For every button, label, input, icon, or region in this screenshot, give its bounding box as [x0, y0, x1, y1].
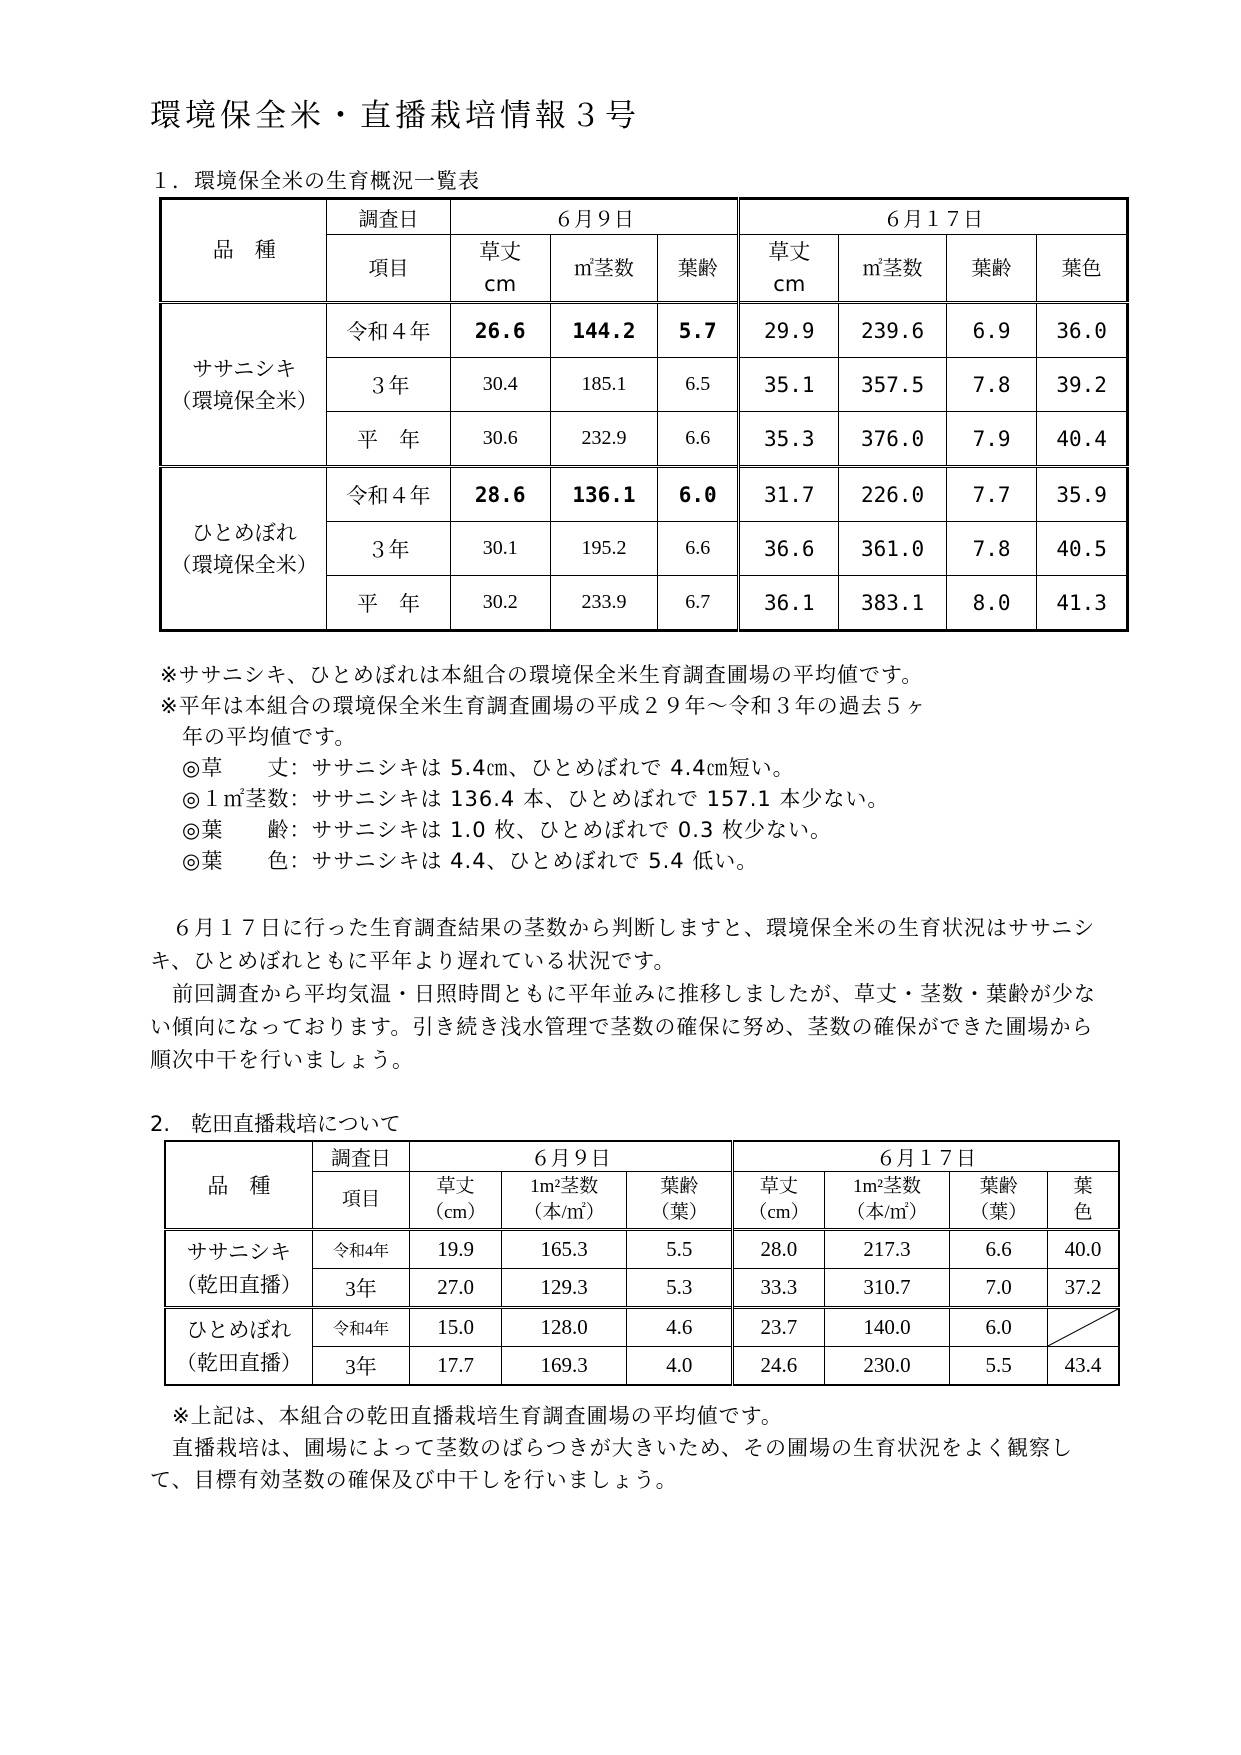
- section1-heading: １．環境保全米の生育概況一覧表: [150, 169, 480, 193]
- note-line: ◎葉 色：ササニシキは 4.4、ひとめぼれで 5.4 低い。: [160, 849, 759, 873]
- table-cell: 195.2: [550, 522, 657, 576]
- variety-header: 品 種: [165, 1141, 312, 1230]
- row-label: 令和４年: [327, 303, 450, 358]
- table-cell: 6.5: [658, 358, 739, 412]
- summary-text: [150, 912, 1100, 1077]
- table-cell: 233.9: [550, 576, 657, 631]
- table-cell: 310.7: [824, 1269, 949, 1308]
- table-cell: 7.8: [946, 522, 1037, 576]
- table-cell: 165.3: [501, 1230, 626, 1269]
- note-line: ◎草 丈：ササニシキは 5.4㎝、ひとめぼれで 4.4㎝短い。: [160, 756, 795, 780]
- row-label: 令和４年: [327, 467, 450, 522]
- table-cell: 7.8: [946, 358, 1037, 412]
- survey-day-label: 調査日: [312, 1141, 409, 1172]
- variety-name: ササニシキ （乾田直播）: [165, 1230, 312, 1308]
- col-header: 葉色: [1037, 235, 1128, 303]
- table-cell: 36.1: [739, 576, 839, 631]
- table-cell: 376.0: [839, 412, 946, 467]
- table-cell: 7.7: [946, 467, 1037, 522]
- col-header: 草丈 （cm）: [733, 1172, 825, 1230]
- item-label: 項目: [327, 235, 450, 303]
- table-cell: 35.3: [739, 412, 839, 467]
- col-header: 葉 色: [1047, 1172, 1119, 1230]
- table-cell: 6.6: [658, 522, 739, 576]
- variety-name: ひとめぼれ （環境保全米）: [161, 467, 327, 631]
- table-cell: 30.2: [450, 576, 550, 631]
- table-cell: 40.0: [1047, 1230, 1119, 1269]
- table-cell: 30.4: [450, 358, 550, 412]
- date1-header: ６月９日: [450, 199, 739, 235]
- table-cell: 357.5: [839, 358, 946, 412]
- note-line: ◎葉 齢：ササニシキは 1.0 枚、ひとめぼれで 0.3 枚少ない。: [160, 818, 832, 842]
- table-cell: 8.0: [946, 576, 1037, 631]
- table-cell: 28.6: [450, 467, 550, 522]
- growth-table-environment: [159, 197, 1129, 632]
- col-header: 草丈 cm: [450, 235, 550, 303]
- table-cell: 5.7: [658, 303, 739, 358]
- table-cell: 41.3: [1037, 576, 1128, 631]
- row-label: 3年: [312, 1347, 409, 1386]
- table-cell: 36.6: [739, 522, 839, 576]
- table-cell: 27.0: [410, 1269, 502, 1308]
- variety-name: ひとめぼれ （乾田直播）: [165, 1308, 312, 1386]
- empty-slash-cell: [1047, 1308, 1119, 1347]
- table-cell: 128.0: [501, 1308, 626, 1347]
- table-cell: 6.6: [950, 1230, 1048, 1269]
- table-cell: 230.0: [824, 1347, 949, 1386]
- table-cell: 169.3: [501, 1347, 626, 1386]
- col-header: 1m²茎数 （本/㎡）: [501, 1172, 626, 1230]
- table-cell: 6.7: [658, 576, 739, 631]
- note-line: ※上記は、本組合の乾田直播栽培生育調査圃場の平均値です。: [150, 1404, 783, 1428]
- table-cell: 4.6: [627, 1308, 733, 1347]
- item-label: 項目: [312, 1172, 409, 1230]
- table-cell: 129.3: [501, 1269, 626, 1308]
- table-cell: 383.1: [839, 576, 946, 631]
- table-cell: 23.7: [733, 1308, 825, 1347]
- paragraph: 前回調査から平均気温・日照時間ともに平年並みに推移しましたが、草丈・茎数・葉齢が少ない傾向になっております。引き続き浅水管理で茎数の確保に努め、茎数の確保ができた圃場から順次中干を行いましょう。: [150, 982, 1096, 1072]
- table-cell: 30.6: [450, 412, 550, 467]
- note-line: ◎１㎡茎数：ササニシキは 136.4 本、ひとめぼれで 157.1 本少ない。: [160, 787, 890, 811]
- table-cell: 40.5: [1037, 522, 1128, 576]
- col-header: ㎡茎数: [550, 235, 657, 303]
- note-line: ※平年は本組合の環境保全米生育調査圃場の平成２９年～令和３年の過去５ヶ: [160, 694, 927, 718]
- table-cell: 40.4: [1037, 412, 1128, 467]
- table-cell: 43.4: [1047, 1347, 1119, 1386]
- table-cell: 361.0: [839, 522, 946, 576]
- table-cell: 15.0: [410, 1308, 502, 1347]
- growth-table-direct-seeding: [164, 1140, 1120, 1386]
- survey-day-label: 調査日: [327, 199, 450, 235]
- table-cell: 37.2: [1047, 1269, 1119, 1308]
- table-cell: 24.6: [733, 1347, 825, 1386]
- table-cell: 6.6: [658, 412, 739, 467]
- col-header: 葉齢: [658, 235, 739, 303]
- col-header: 葉齢 （葉）: [627, 1172, 733, 1230]
- table-cell: 185.1: [550, 358, 657, 412]
- variety-name: ササニシキ （環境保全米）: [161, 303, 327, 467]
- table-cell: 30.1: [450, 522, 550, 576]
- section2-footer: [150, 1400, 1110, 1496]
- row-label: ３年: [327, 358, 450, 412]
- table-cell: 217.3: [824, 1230, 949, 1269]
- paragraph: 直播栽培は、圃場によって茎数のばらつきが大きいため、その圃場の生育状況をよく観察して、目標有効茎数の確保及び中干しを行いましょう。: [150, 1436, 1073, 1492]
- table-cell: 36.0: [1037, 303, 1128, 358]
- table-cell: 144.2: [550, 303, 657, 358]
- page-title: 環境保全米・直播栽培情報３号: [150, 98, 640, 134]
- table-cell: 7.0: [950, 1269, 1048, 1308]
- col-header: 草丈 cm: [739, 235, 839, 303]
- row-label: 3年: [312, 1269, 409, 1308]
- col-header: 葉齢: [946, 235, 1037, 303]
- row-label: ３年: [327, 522, 450, 576]
- table-cell: 232.9: [550, 412, 657, 467]
- table-cell: 19.9: [410, 1230, 502, 1269]
- table-cell: 26.6: [450, 303, 550, 358]
- table-cell: 35.1: [739, 358, 839, 412]
- row-label: 平 年: [327, 412, 450, 467]
- table-cell: 5.5: [627, 1230, 733, 1269]
- table-cell: 17.7: [410, 1347, 502, 1386]
- table-cell: 39.2: [1037, 358, 1128, 412]
- col-header: ㎡茎数: [839, 235, 946, 303]
- variety-header: 品 種: [161, 199, 327, 303]
- table-cell: 35.9: [1037, 467, 1128, 522]
- col-header: 葉齢 （葉）: [950, 1172, 1048, 1230]
- table-cell: 6.0: [950, 1308, 1048, 1347]
- table-cell: 4.0: [627, 1347, 733, 1386]
- note-line: 年の平均値です。: [160, 725, 357, 749]
- date2-header: ６月１７日: [739, 199, 1128, 235]
- note-line: ※ササニシキ、ひとめぼれは本組合の環境保全米生育調査圃場の平均値です。: [160, 663, 924, 687]
- row-label: 令和4年: [312, 1230, 409, 1269]
- row-label: 平 年: [327, 576, 450, 631]
- col-header: 草丈 （cm）: [410, 1172, 502, 1230]
- table-cell: 5.3: [627, 1269, 733, 1308]
- table-cell: 5.5: [950, 1347, 1048, 1386]
- date1-header: ６月９日: [410, 1141, 733, 1172]
- table-cell: 33.3: [733, 1269, 825, 1308]
- table-cell: 226.0: [839, 467, 946, 522]
- table-cell: 136.1: [550, 467, 657, 522]
- table-cell: 6.0: [658, 467, 739, 522]
- table-cell: 7.9: [946, 412, 1037, 467]
- table-cell: 140.0: [824, 1308, 949, 1347]
- table-cell: 28.0: [733, 1230, 825, 1269]
- section2-heading: 2. 乾田直播栽培について: [150, 1112, 401, 1136]
- row-label: 令和4年: [312, 1308, 409, 1347]
- table-cell: 31.7: [739, 467, 839, 522]
- table-cell: 239.6: [839, 303, 946, 358]
- table-cell: 29.9: [739, 303, 839, 358]
- table-cell: 6.9: [946, 303, 1037, 358]
- date2-header: ６月１７日: [733, 1141, 1119, 1172]
- diagonal-slash: [1048, 1309, 1118, 1346]
- col-header: 1m²茎数 （本/㎡）: [824, 1172, 949, 1230]
- notes: [160, 660, 927, 877]
- paragraph: ６月１７日に行った生育調査結果の茎数から判断しますと、環境保全米の生育状況はササニシキ、ひとめぼれともに平年より遅れている状況です。: [150, 916, 1096, 973]
